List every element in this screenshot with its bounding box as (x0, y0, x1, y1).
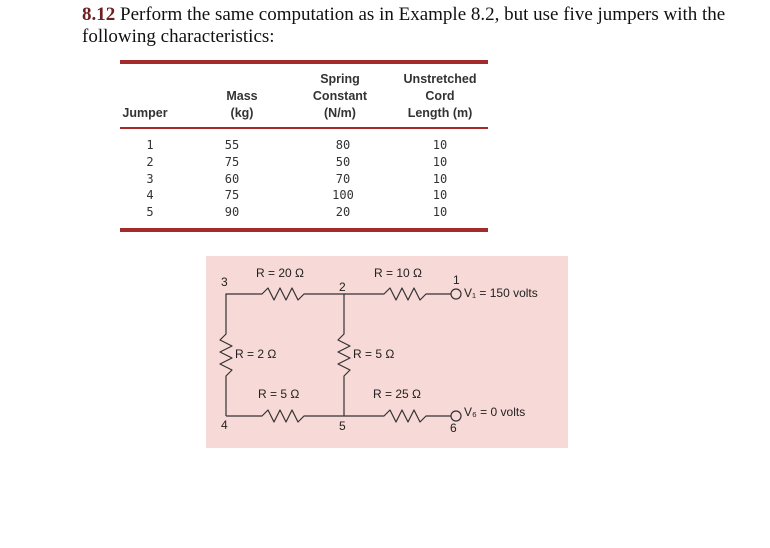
table-cell: 10 (432, 205, 448, 220)
column-mass (217, 137, 247, 221)
wire-3-4 (220, 294, 232, 416)
wire-5-6 (344, 410, 451, 422)
table-header-rule (120, 127, 488, 129)
node-6: 6 (450, 421, 457, 435)
table-cell: 10 (432, 188, 448, 203)
table-cell: 80 (335, 138, 351, 152)
table-cell: 50 (335, 154, 351, 169)
node-4: 4 (221, 418, 228, 432)
column-jumper (138, 137, 162, 221)
label-r-2-5: R = 5 Ω (353, 347, 395, 361)
node-3: 3 (221, 275, 228, 289)
table-top-rule (120, 60, 488, 64)
header-cord-length: Unstretched Cord Length (m) (403, 72, 477, 120)
table-cell: 1 (146, 138, 154, 152)
label-r-2-1: R = 10 Ω (374, 266, 422, 280)
wire-2-1 (344, 288, 451, 300)
label-r-3-2: R = 20 Ω (256, 266, 304, 280)
voltage-v1: V₁ = 150 volts (464, 286, 538, 300)
table-cell: 70 (335, 171, 351, 186)
terminal-node-6 (451, 411, 461, 421)
table-cell: 2 (146, 154, 154, 169)
problem-text: Perform the same computation as in Example 8.2, but use five jumpers with the following characteristics: (82, 4, 726, 47)
table-cell: 75 (224, 188, 240, 203)
table-cell: 20 (335, 205, 351, 220)
node-1: 1 (453, 273, 460, 287)
wire-2-5 (338, 294, 350, 416)
circuit-diagram (206, 256, 568, 448)
label-r-3-4: R = 2 Ω (235, 347, 277, 361)
header-jumper: Jumper (122, 106, 168, 120)
table-cell: 3 (146, 171, 154, 186)
table-cell: 5 (146, 205, 154, 220)
table-bottom-rule (120, 228, 488, 232)
header-mass: Mass (kg) (226, 89, 258, 120)
table-cell: 90 (224, 205, 240, 220)
node-5: 5 (339, 419, 346, 433)
label-r-4-5: R = 5 Ω (258, 387, 300, 401)
jumper-table (120, 60, 488, 232)
header-spring-constant: Spring Constant (N/m) (312, 72, 368, 120)
table-cell: 10 (432, 154, 448, 169)
table-cell: 10 (432, 171, 448, 186)
table-cell: 60 (224, 171, 240, 186)
node-2: 2 (339, 280, 346, 294)
problem-number: 8.12 (82, 4, 116, 25)
voltage-v6: V₆ = 0 volts (464, 405, 526, 419)
table-cell: 100 (332, 188, 354, 203)
wire-3-2 (226, 288, 344, 300)
terminal-node-1 (451, 289, 461, 299)
table-cell: 4 (146, 188, 154, 203)
table-cell: 75 (224, 154, 240, 169)
wire-4-5 (226, 410, 344, 422)
column-spring-constant (323, 137, 363, 221)
table-cell: 10 (432, 138, 448, 152)
label-r-5-6: R = 25 Ω (373, 387, 421, 401)
problem-statement (82, 4, 742, 48)
table-cell: 55 (224, 138, 240, 152)
column-cord-length (423, 137, 457, 221)
